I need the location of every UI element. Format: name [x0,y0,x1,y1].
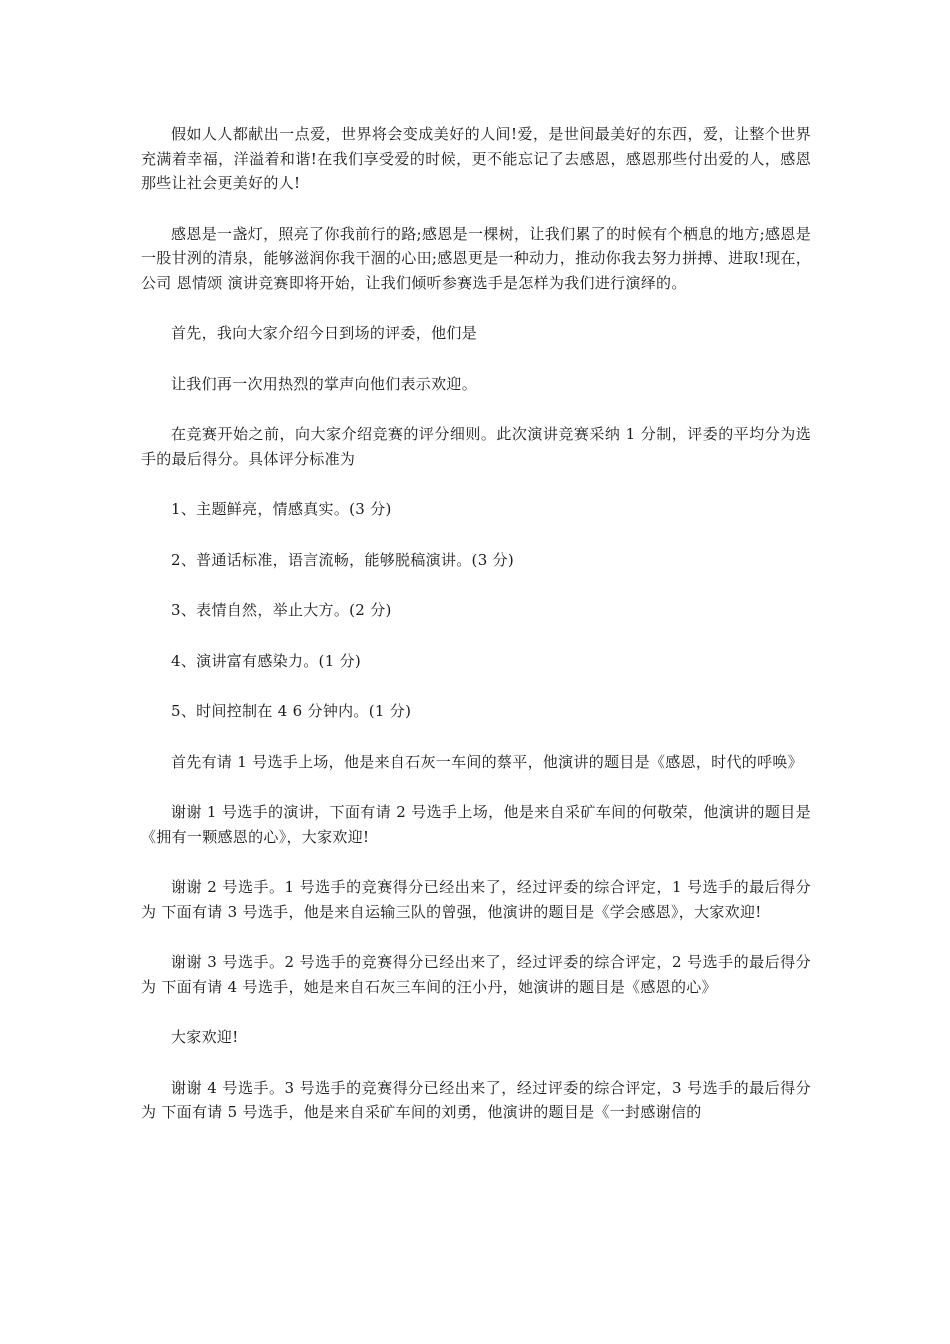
paragraph-contestant-2: 谢谢 1 号选手的演讲，下面有请 2 号选手上场，他是来自采矿车间的何敬荣，他演讲的题目是《拥有一颗感恩的心》，大家欢迎! [141,803,811,846]
scoring-item-3: 3、表情自然，举止大方。(2 分) [171,601,392,619]
document-body [141,122,811,1151]
scoring-item-2: 2、普通话标准，语言流畅，能够脱稿演讲。(3 分) [171,550,515,569]
scoring-item-5: 5、时间控制在 4 6 分钟内。(1 分) [171,702,412,720]
scoring-item-4: 4、演讲富有感染力。(1 分) [171,651,362,670]
paragraph-judges: 首先，我向大家介绍今日到场的评委，他们是 [171,324,478,342]
paragraph-scoring-rules: 在竞赛开始之前，向大家介绍竞赛的评分细则。此次演讲竞赛采纳 1 分制，评委的平均分为选手的最后得分。具体评分标准为 [141,425,811,468]
paragraph-contestant-1: 首先有请 1 号选手上场，他是来自石灰一车间的蔡平，他演讲的题目是《感恩，时代的呼唤》 [171,752,803,771]
paragraph-contestant-4: 谢谢 3 号选手。2 号选手的竞赛得分已经出来了，经过评委的综合评定，2 号选手的最后得分为 下面有请 4 号选手，她是来自石灰三车间的汪小丹，她演讲的题目是《感恩的心》 [141,953,811,996]
paragraph-contestant-3: 谢谢 2 号选手。1 号选手的竞赛得分已经出来了，经过评委的综合评定，1 号选手的最后得分为 下面有请 3 号选手，他是来自运输三队的曾强，他演讲的题目是《学会感恩》，大家欢迎! [141,878,811,921]
scoring-item-1: 1、主题鲜亮，情感真实。(3 分) [171,500,392,518]
paragraph-welcome-judges: 让我们再一次用热烈的掌声向他们表示欢迎。 [171,374,478,393]
paragraph-gratitude: 感恩是一盏灯，照亮了你我前行的路;感恩是一棵树，让我们累了的时候有个栖息的地方;感恩是一股甘洌的清泉，能够滋润你我干涸的心田;感恩更是一种动力，推动你我去努力拼搏、进取!现在，公司 恩情颂 演讲竞赛即将开始，让我们倾听参赛选手是怎样为我们进行演绎的。 [141,224,811,292]
paragraph-intro: 假如人人都献出一点爱，世界将会变成美好的人间!爱，是世间最美好的东西，爱，让整个世界充满着幸福，洋溢着和谐!在我们享受爱的时候，更不能忘记了去感恩，感恩那些付出爱的人，感恩那些让社会更美好的人! [141,125,811,192]
paragraph-contestant-5: 谢谢 4 号选手。3 号选手的竞赛得分已经出来了，经过评委的综合评定，3 号选手的最后得分为 下面有请 5 号选手，他是来自采矿车间的刘勇，他演讲的题目是《一封感谢信的 [141,1078,811,1121]
paragraph-applause: 大家欢迎! [171,1028,239,1046]
